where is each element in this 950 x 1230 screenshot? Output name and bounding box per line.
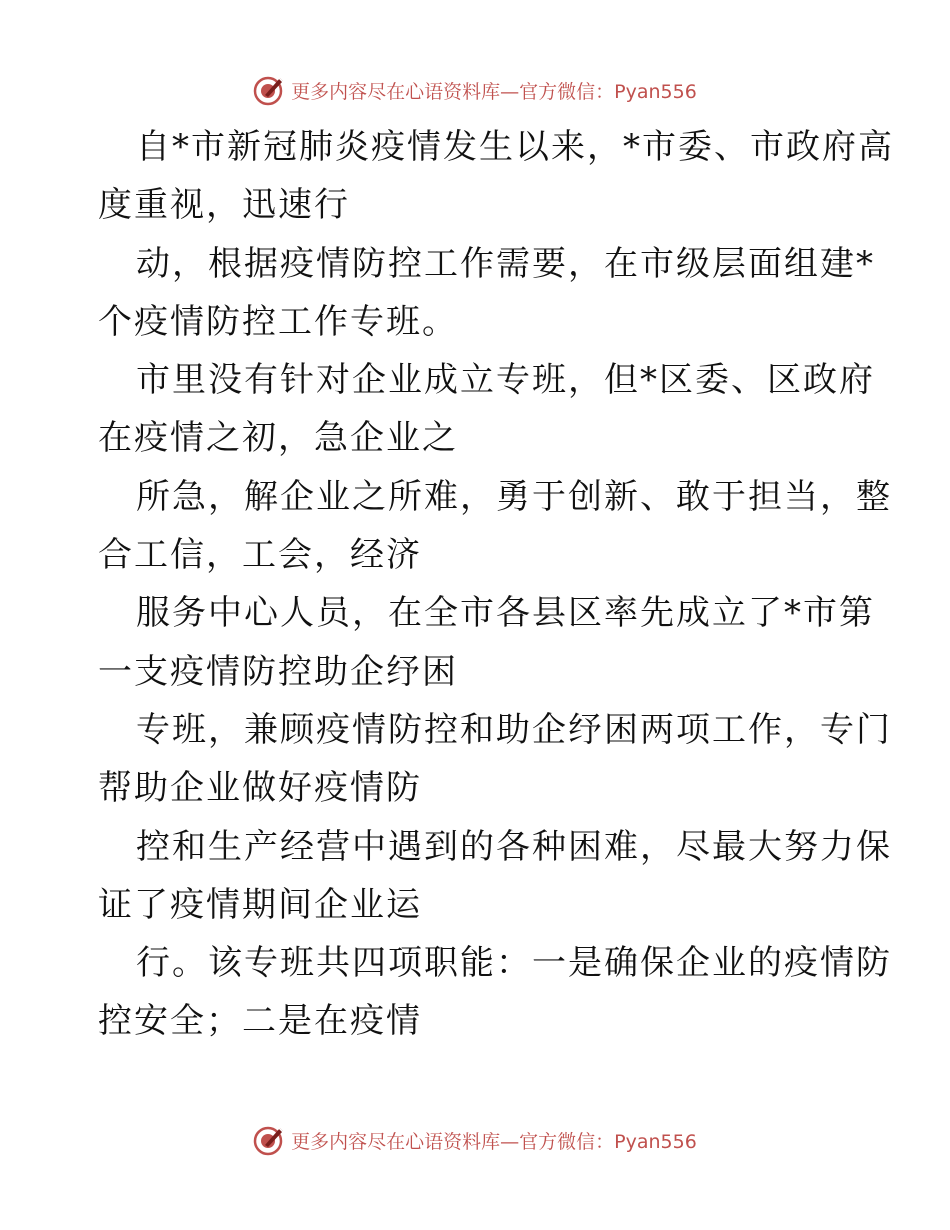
text-line: 行。该专班共四项职能：一是确保企业的疫情防 (136, 943, 892, 984)
text-line: 专班，兼顾疫情防控和助企纾困两项工作，专门 (136, 709, 892, 750)
footer-text: 更多内容尽在心语资料库—官方微信： (291, 1130, 615, 1153)
text-line: 一支疫情防控助企纾困 (98, 651, 458, 692)
text-line: 自*市新冠肺炎疫情发生以来，*市委、市政府高 (136, 127, 894, 167)
footer-banner (0, 1120, 950, 1160)
text-line: 所急，解企业之所难，勇于创新、敢于担当，整 (136, 476, 892, 517)
pen-nib-logo-icon (253, 73, 287, 107)
text-line: 控和生产经营中遇到的各种困难，尽最大努力保 (136, 826, 892, 867)
footer-banner-text (291, 1127, 697, 1154)
pen-nib-logo-icon (253, 1123, 287, 1157)
text-line: 动，根据疫情防控工作需要，在市级层面组建* (136, 243, 875, 284)
header-banner-text (291, 77, 697, 104)
text-line: 证了疫情期间企业运 (98, 884, 422, 925)
header-banner (0, 70, 950, 110)
text-line: 帮助企业做好疫情防 (98, 768, 422, 809)
document-body (98, 118, 894, 1051)
header-wechat-id: Pyan556 (614, 80, 697, 103)
header-text: 更多内容尽在心语资料库—官方微信： (291, 80, 615, 103)
text-line: 在疫情之初，急企业之 (98, 418, 458, 459)
text-line: 合工信，工会，经济 (98, 535, 422, 576)
footer-wechat-id: Pyan556 (614, 1130, 697, 1153)
text-line: 度重视，迅速行 (98, 185, 350, 226)
text-line: 个疫情防控工作专班。 (98, 301, 458, 342)
text-line: 市里没有针对企业成立专班，但*区委、区政府 (136, 360, 875, 401)
text-line: 控安全；二是在疫情 (98, 1001, 422, 1042)
text-line: 服务中心人员，在全市各县区率先成立了*市第 (136, 593, 875, 634)
